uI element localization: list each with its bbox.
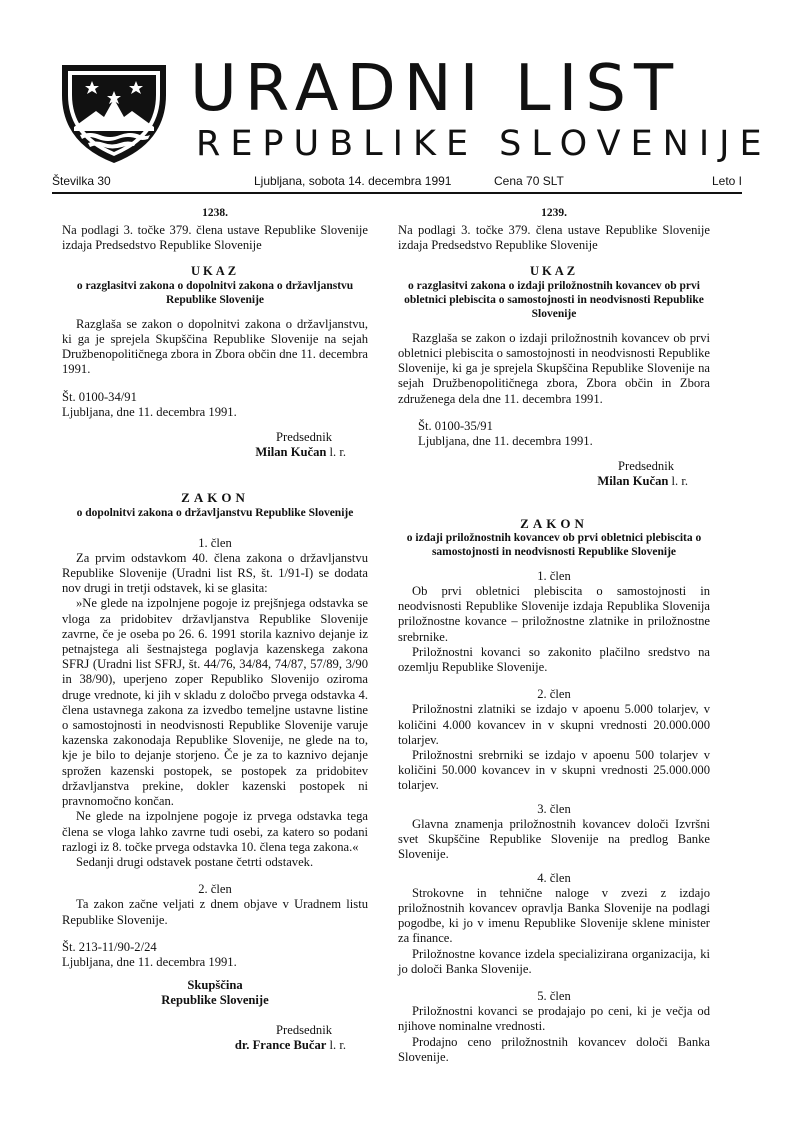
article-paragraph: Ta zakon začne veljati z dnem objave v Uradnem listu Republike Slovenije. — [62, 897, 368, 927]
gazette-subtitle: REPUBLIKE SLOVENIJE — [196, 124, 772, 164]
article-paragraph: Prodajno ceno priložnostnih kovancev določi Banka Slovenije. — [398, 1034, 710, 1064]
signature-role: Predsednik — [276, 430, 332, 445]
ukaz-heading: UKAZ — [529, 263, 579, 278]
ukaz-reference: Št. 0100-34/91 Ljubljana, dne 11. decembra 1991. — [62, 389, 237, 419]
article-paragraph: Glavna znamenja priložnostnih kovancev določi Izvršni svet Skupščine Republike Slovenije na predlog Banke Slovenije. — [398, 816, 710, 862]
ukaz-title: o razglasitvi zakona o izdaji priložnostnih kovancev ob prvi obletnici plebiscita o samostojnosti in neodvisnosti Republike Slovenije — [404, 279, 704, 320]
article-heading: 1. člen — [537, 568, 571, 583]
zakon-title: o izdaji priložnostnih kovancev ob prvi obletnici plebiscita o samostojnosti in neodvisnosti Republike Slovenije — [406, 531, 702, 558]
signature-name: Milan Kučan l. r. — [255, 445, 346, 460]
header-rule — [52, 192, 742, 194]
article-paragraph: Strokovne in tehnične naloge v zvezi z izdajo priložnostnih kovancev opravlja Banka Slovenije na podlagi pogodbe, ki jo v imenu Republike Slovenije sklene minister za finance. — [398, 885, 710, 946]
ukaz-intro: Na podlagi 3. točke 379. člena ustave Republike Slovenije izdaja Predsedstvo Republike Slovenije — [62, 223, 368, 253]
article-heading: 1. člen — [198, 535, 232, 550]
masthead — [52, 52, 772, 167]
article-paragraph: Za prvim odstavkom 40. člena zakona o državljanstvu Republike Slovenije (Uradni list RS, št. 1/91-I) se dodata nov drugi in tretji odstavek, ki se glasita: — [62, 550, 368, 596]
article-heading: 2. člen — [537, 687, 571, 702]
ukaz-text: Razglaša se zakon o izdaji priložnostnih kovancev ob prvi obletnici plebiscita o samostojnosti in neodvisnosti Republike Slovenije, ki ga je sprejela Skupščina Republike Slovenije na sejah Družbenopolitičnega zbora, Zbora občin in Zbora združenega dela dne 11. decembra 1991. — [398, 330, 711, 406]
article-paragraph: »Ne glede na izpolnjene pogoje iz prejšnjega odstavka se vloga za pridobitev državljanstva Republike Slovenije zavrne, če je oseba po 26. 6. 1991 storila kaznivo dejanje iz petnajstega ali šestnajstega poglavja kazenskega zakona SFRJ (Uradni list SFRJ, št. 44/76, 34/84, 74/87, 57/89, 3/90 in 38/90), uperjeno zoper Republiko Slovenijo oziroma druge vrednote, ki jih v skladu z določbo prvega odstavka 4. člena ustavnega zakona za izvedbo temeljne ustavne listine o samostojnosti in neodvisnosti Republike Slovenije varuje kazenska zakonodaja Republike Slovenije, ne glede na to, kje je bilo to dejanje storjeno. Če je za to kaznivo dejanje sprožen kazenski postopek, se postopek za pridobitev državljanstva prekine, dokler kazenski postopek ni pravnomočno končan. — [62, 596, 368, 809]
ukaz-intro: Na podlagi 3. točke 379. člena ustave Republike Slovenije izdaja Predsedstvo Republike Slovenije — [398, 223, 710, 253]
signature-name: dr. France Bučar l. r. — [234, 1037, 346, 1052]
article-paragraph: Ne glede na izpolnjene pogoje iz prvega odstavka tega člena se vloga lahko zavrne tudi osebi, za katero so podani razlogi iz 8. točke prvega odstavka 10. člena tega zakona.« — [62, 809, 368, 854]
issue-price: Cena 70 SLT — [494, 174, 564, 188]
signature-role: Predsednik — [276, 1022, 332, 1037]
zakon-reference: Št. 213-11/90-2/24 Ljubljana, dne 11. decembra 1991. — [62, 939, 237, 969]
signature-name: Milan Kučan l. r. — [597, 474, 688, 489]
zakon-title: o dopolnitvi zakona o državljanstvu Republike Slovenije — [76, 506, 354, 519]
item-number: 1238. — [202, 207, 228, 219]
article-paragraph: Priložnostni kovanci so zakonito plačilno sredstvo na ozemlju Republike Slovenije. — [398, 644, 710, 675]
article-heading: 2. člen — [198, 882, 232, 897]
ukaz-heading: UKAZ — [190, 263, 240, 278]
coat-of-arms-icon — [52, 55, 176, 167]
zakon-heading: ZAKON — [520, 515, 588, 531]
article-heading: 5. člen — [537, 988, 571, 1003]
article-paragraph: Ob prvi obletnici plebiscita o samostojnosti in neodvisnosti Republike Slovenije izdaja Republika Slovenija priložnostne kovance – priložnostne zlatnike in priložnostne srebrnike. — [398, 584, 710, 644]
ukaz-text: Razglaša se zakon o dopolnitvi zakona o državljanstvu, ki ga je sprejela Skupščina Republike Slovenije na sejah Družbenopolitičnega zbora in Zbora občin dne 11. decembra 1991. — [62, 316, 368, 377]
left-column — [62, 206, 368, 1053]
issuer-line: Skupščina — [187, 978, 243, 993]
issue-info-bar — [52, 172, 742, 192]
signature-role: Predsednik — [618, 459, 674, 474]
article-paragraph: Priložnostne kovance izdela specializirana organizacija, ki jo določi Banka Slovenije. — [398, 946, 710, 976]
issue-year: Leto I — [711, 174, 742, 188]
ukaz-reference: Št. 0100-35/91 Ljubljana, dne 11. decembra 1991. — [418, 418, 593, 449]
item-number: 1239. — [541, 207, 567, 219]
issue-date: Ljubljana, sobota 14. decembra 1991 — [254, 174, 452, 188]
zakon-heading: ZAKON — [181, 490, 249, 506]
article-paragraph: Priložnostni kovanci se prodajajo po ceni, ki je večja od njihove nominalne vrednosti. — [398, 1004, 710, 1034]
article-paragraph: Sedanji drugi odstavek postane četrti odstavek. — [76, 854, 314, 869]
issue-number: Številka 30 — [52, 174, 111, 188]
issuer-line: Republike Slovenije — [161, 993, 269, 1008]
right-column — [398, 206, 710, 1065]
article-paragraph: Priložnostni zlatniki se izdajo v apoenu 5.000 tolarjev, v količini 4.000 kovancev in v skupni vrednosti 20.000.000 tolarjev. — [398, 702, 710, 747]
ukaz-title: o razglasitvi zakona o dopolnitvi zakona o državljanstvu Republike Slovenije — [76, 279, 354, 306]
article-heading: 4. člen — [537, 870, 571, 885]
article-heading: 3. člen — [537, 801, 571, 816]
gazette-title: URADNI LIST — [190, 52, 682, 126]
article-paragraph: Priložnostni srebrniki se izdajo v apoenu 500 tolarjev v količini 50.000 kovancev in v skupni vrednosti 25.000.000 tolarjev. — [398, 748, 710, 793]
